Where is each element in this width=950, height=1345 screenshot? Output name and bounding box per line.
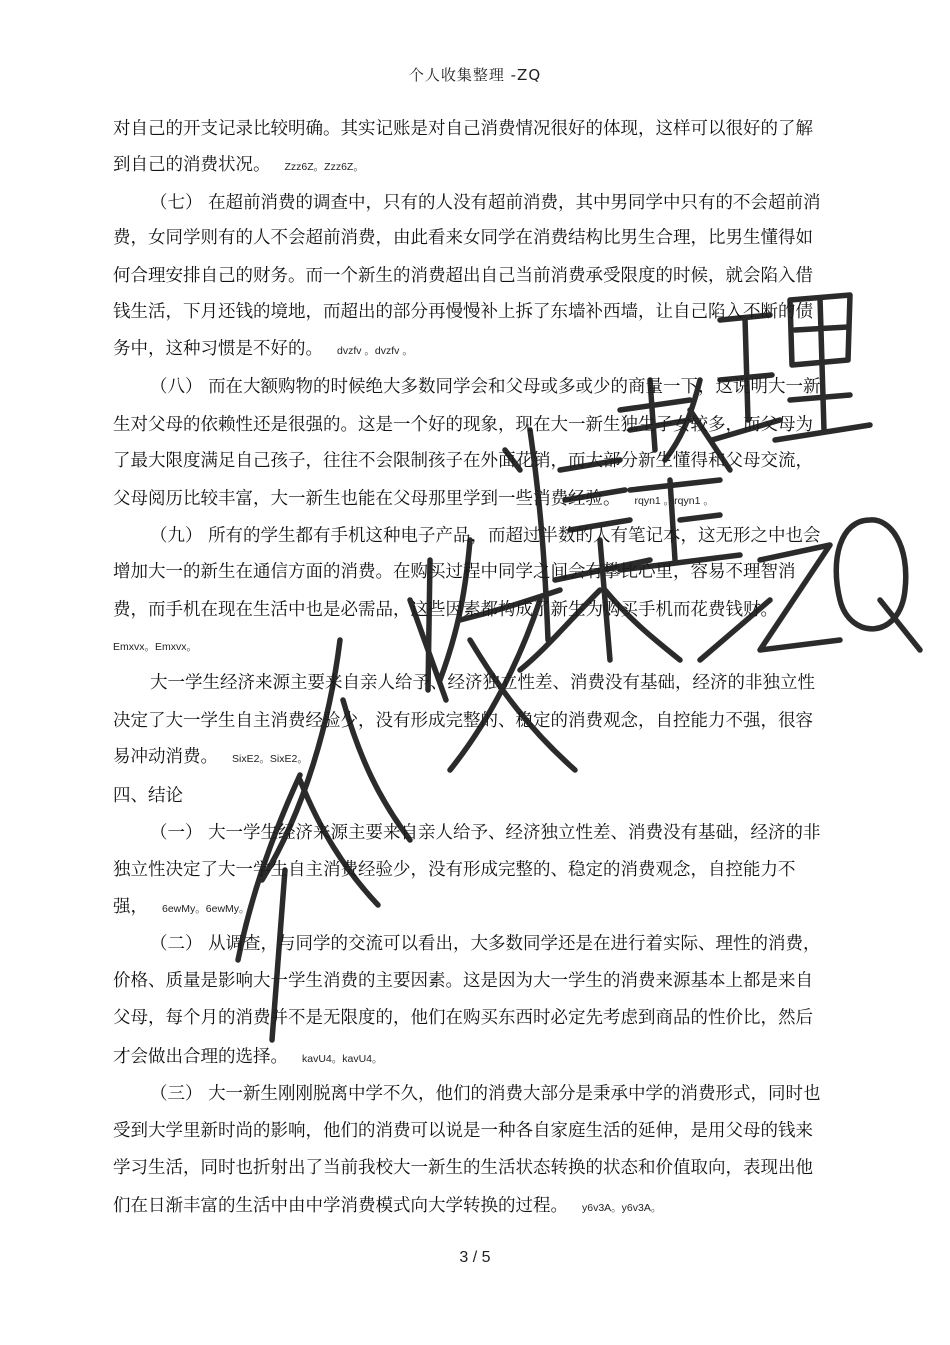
text-line	[113, 858, 796, 882]
text-line	[113, 226, 813, 250]
line-text: 钱生活，下月还钱的境地，而超出的部分再慢慢补上拆了东墙补西墙，让自己陷入不断的债	[113, 302, 813, 322]
line-text: （九） 所有的学生都有手机这种电子产品，而超过半数的人有笔记本，这无形之中也会	[150, 526, 821, 546]
text-line	[113, 1006, 813, 1030]
line-text: 费，而手机在现在生活中也是必需品，这些因素都构成了新生为购买手机而花费钱财。	[113, 600, 778, 620]
line-note: SixE2。SixE2。	[232, 753, 308, 765]
text-line	[150, 671, 815, 695]
text-line	[113, 1119, 813, 1143]
text-line	[113, 487, 714, 513]
text-line	[113, 117, 813, 141]
line-text: 生对父母的依赖性还是很强的。这是一个好的现象，现在大一新生独生子女较多，而父母为	[113, 415, 813, 435]
text-line	[113, 337, 413, 363]
line-text: 决定了大一学生自主消费经验少，没有形成完整的、稳定的消费观念，自控能力不强，很容	[113, 711, 813, 731]
line-text: 父母，每个月的消费并不是无限度的，他们在购买东西时必定先考虑到商品的性价比，然后	[113, 1008, 813, 1028]
page-number: 3 / 5	[459, 1249, 491, 1266]
text-line	[150, 1082, 821, 1106]
line-text: （八） 而在大额购物的时候绝大多数同学会和父母或多或少的商量一下，这说明大一新	[150, 377, 821, 397]
line-text: 到自己的消费状况。	[113, 155, 271, 175]
text-line	[113, 153, 364, 179]
line-text: 何合理安排自己的财务。而一个新生的消费超出自己当前消费承受限度的时候，就会陷入借	[113, 266, 813, 286]
text-line	[113, 449, 813, 473]
text-line	[113, 1194, 661, 1220]
line-text: 对自己的开支记录比较明确。其实记账是对自己消费情况很好的体现，这样可以很好的了解	[113, 119, 813, 139]
line-text: 受到大学里新时尚的影响，他们的消费可以说是一种各自家庭生活的延伸，是用父母的钱来	[113, 1121, 813, 1141]
line-text: 务中，这种习惯是不好的。	[113, 339, 323, 359]
line-text: 价格、质量是影响大一学生消费的主要因素。这是因为大一学生的消费来源基本上都是来自	[113, 971, 813, 991]
line-text: 学习生活，同时也折射出了当前我校大一新生的生活状态转换的状态和价值取向，表现出他	[113, 1158, 813, 1178]
line-text: 费，女同学则有的人不会超前消费，由此看来女同学在消费结构比男生合理，比男生懂得如	[113, 228, 813, 248]
text-line	[113, 264, 813, 288]
line-text: 增加大一的新生在通信方面的消费。在购买过程中同学之间会有攀比心里，容易不理智消	[113, 562, 796, 582]
line-note: 6ewMy。6ewMy。	[162, 903, 250, 915]
page-header: 个人收集整理 -ZQ	[408, 66, 542, 84]
line-text: 独立性决定了大一学生自主消费经验少，没有形成完整的、稳定的消费观念，自控能力不	[113, 860, 796, 880]
text-line	[113, 745, 308, 771]
line-text: 大一学生经济来源主要来自亲人给予、经济独立性差、消费没有基础，经济的非独立性	[150, 673, 815, 693]
line-text: 们在日渐丰富的生活中由中学消费模式向大学转换的过程。	[113, 1196, 568, 1216]
line-note: kavU4。kavU4。	[302, 1053, 383, 1065]
text-line	[150, 191, 821, 215]
line-text: 父母阅历比较丰富，大一新生也能在父母那里学到一些消费经验。	[113, 489, 621, 509]
line-note: y6v3A。y6v3A。	[582, 1202, 662, 1214]
text-line	[113, 1156, 813, 1180]
line-text: 才会做出合理的选择。	[113, 1047, 288, 1067]
line-text: 四、结论	[113, 786, 183, 806]
text-line	[150, 524, 821, 548]
line-note: Emxvx。Emxvx。	[113, 641, 197, 653]
line-text: 了最大限度满足自己孩子，往往不会限制孩子在外面花销，而大部分新生懂得和父母交流，	[113, 451, 813, 471]
text-line	[150, 932, 821, 956]
text-line	[113, 560, 796, 584]
line-note: Zzz6Z。Zzz6Z。	[284, 161, 364, 173]
text-line	[113, 633, 197, 659]
line-note: dvzfv 。dvzfv 。	[337, 345, 413, 357]
text-line	[150, 375, 821, 399]
text-line	[113, 598, 778, 622]
line-text: （二） 从调查，与同学的交流可以看出，大多数同学还是在进行着实际、理性的消费，	[150, 934, 821, 954]
line-note: rqyn1 。rqyn1 。	[634, 495, 714, 507]
text-line	[113, 895, 250, 921]
line-text: （七） 在超前消费的调查中，只有的人没有超前消费，其中男同学中只有的不会超前消	[150, 193, 821, 213]
text-line	[113, 969, 813, 993]
text-line	[150, 821, 821, 845]
line-text: 易冲动消费。	[113, 747, 218, 767]
line-text: （三） 大一新生刚刚脱离中学不久，他们的消费大部分是秉承中学的消费形式，同时也	[150, 1084, 821, 1104]
text-line	[113, 709, 813, 733]
line-text: 强，	[113, 897, 148, 917]
text-line	[113, 300, 813, 324]
text-line	[113, 784, 183, 808]
text-line	[113, 1045, 383, 1071]
text-line	[113, 413, 813, 437]
line-text: （一） 大一学生经济来源主要来自亲人给予、经济独立性差、消费没有基础，经济的非	[150, 823, 821, 843]
